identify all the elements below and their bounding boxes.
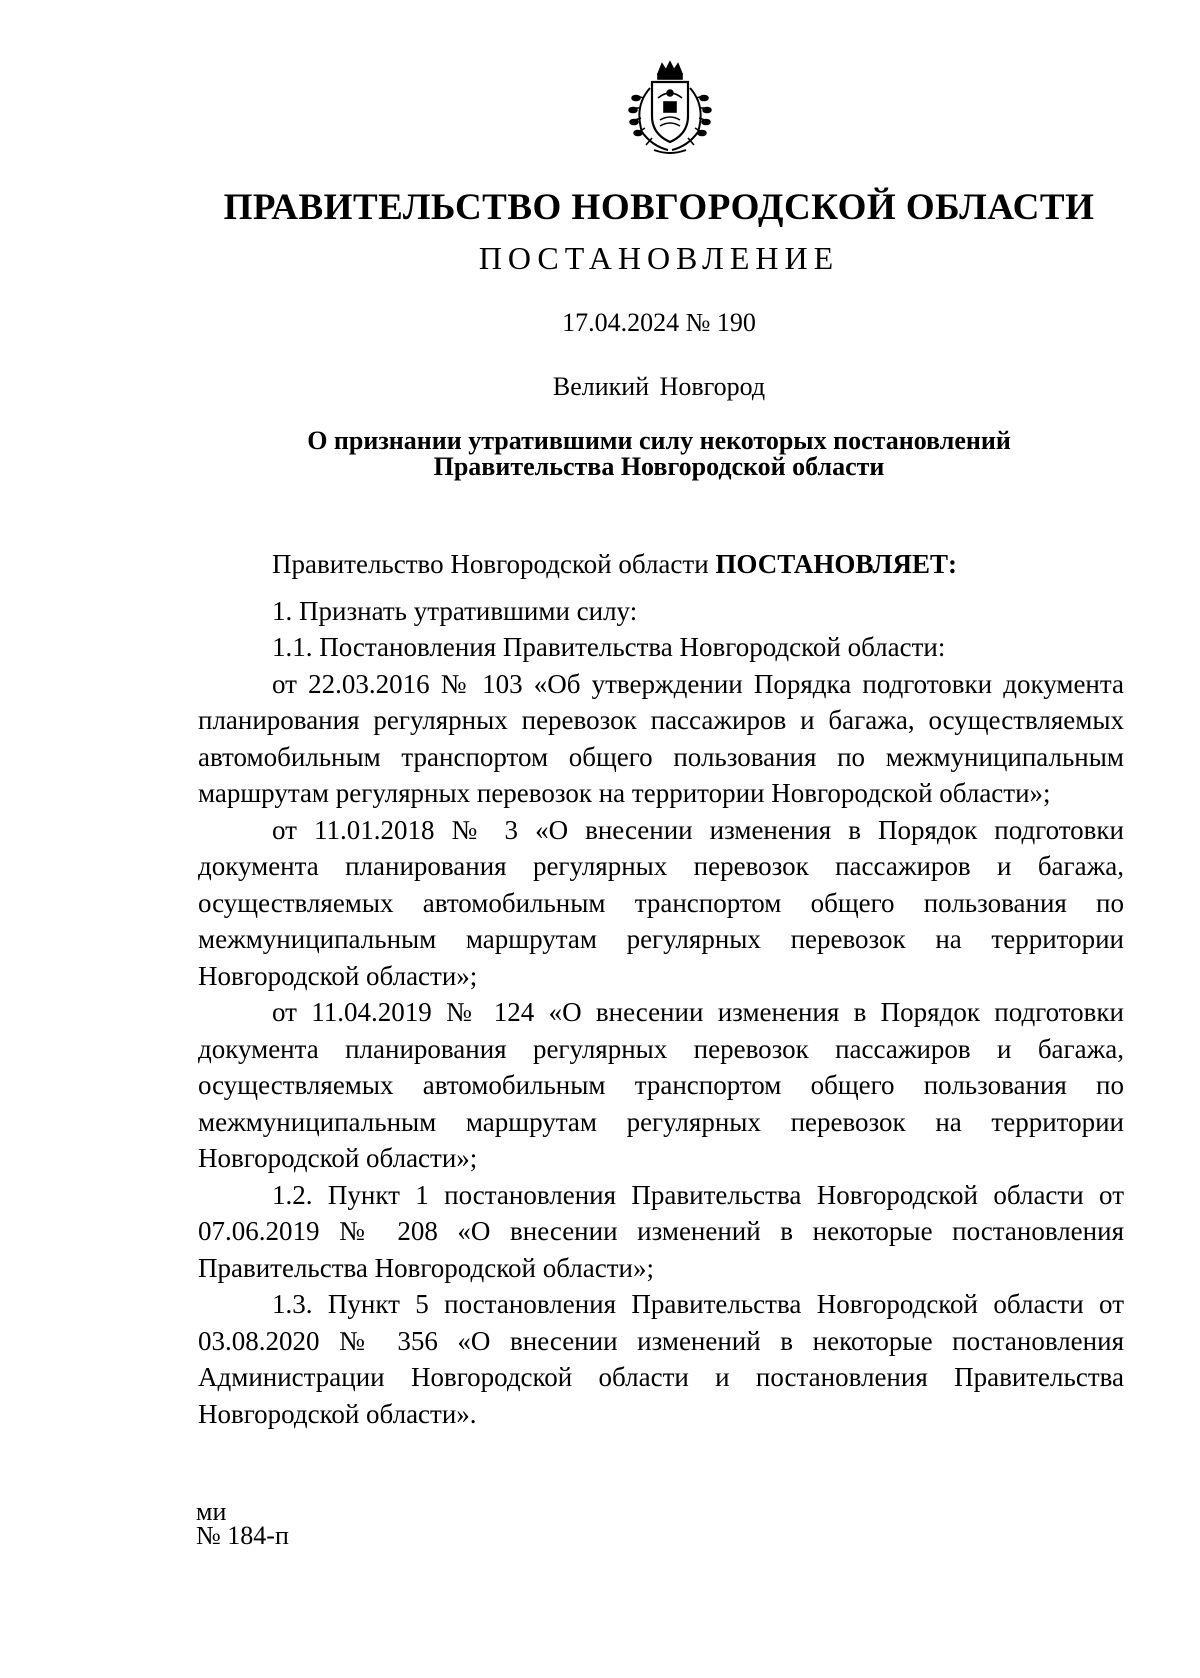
preamble xyxy=(198,546,1124,583)
footer-reference: № 184-п xyxy=(196,1521,289,1550)
document-date-number: 17.04.2024 № 190 xyxy=(562,308,756,337)
paragraph-1-1-a: от 22.03.2016 № 103 «Об утверждении Порядка подготовки документа планирования регулярных перевозок пассажиров и багажа, осуществляемых автомобильным транспортом общего пользования по межмуниципальным маршрутам регулярных перевозок на территории Новгородской области»; xyxy=(198,668,1124,808)
subject-line-2: Правительства Новгородской области xyxy=(433,452,885,481)
preamble-text: Правительство Новгородской области xyxy=(272,549,716,579)
paragraph-1-1: 1.1. Постановления Правительства Новгородской области: xyxy=(272,632,946,662)
paragraph-1-3: 1.3. Пункт 5 постановления Правительства Новгородской области от 03.08.2020 № 356 «О внесении изменений в некоторые постановления Администрации Новгородской области и постановления Правительства Новгородской области». xyxy=(198,1289,1124,1429)
paragraph-1-2: 1.2. Пункт 1 постановления Правительства Новгородской области от 07.06.2019 № 208 «О внесении изменений в некоторые постановления Правительства Новгородской области»; xyxy=(198,1179,1124,1283)
document-type: ПОСТАНОВЛЕНИЕ xyxy=(478,240,840,276)
footer-note xyxy=(196,1497,289,1550)
preamble-resolves: ПОСТАНОВЛЯЕТ: xyxy=(715,549,957,579)
organization-title: ПРАВИТЕЛЬСТВО НОВГОРОДСКОЙ ОБЛАСТИ xyxy=(223,187,1095,228)
document-subject xyxy=(0,428,1200,480)
paragraph-1-1-c: от 11.04.2019 № 124 «О внесении изменения в Порядок подготовки документа планирования регулярных перевозок пассажиров и багажа, осуществляемых автомобильным транспортом общего пользования по межмуниципальным маршрутам регулярных перевозок на территории Новгородской области»; xyxy=(198,997,1124,1173)
coat-of-arms-icon xyxy=(624,58,716,158)
subject-line-1: О признании утратившими силу некоторых постановлений xyxy=(307,426,1011,455)
paragraph-1: 1. Признать утратившими силу: xyxy=(272,595,638,626)
footer-initials: ми xyxy=(196,1497,227,1526)
document-city: Великий Новгород xyxy=(552,372,766,401)
document-body xyxy=(198,546,1124,1432)
paragraph-1-1-b: от 11.01.2018 № 3 «О внесении изменения в Порядок подготовки документа планирования регулярных перевозок пассажиров и багажа, осуществляемых автомобильным транспортом общего пользования по межмуниципальным маршрутам регулярных перевозок на территории Новгородской области»; xyxy=(198,814,1124,991)
